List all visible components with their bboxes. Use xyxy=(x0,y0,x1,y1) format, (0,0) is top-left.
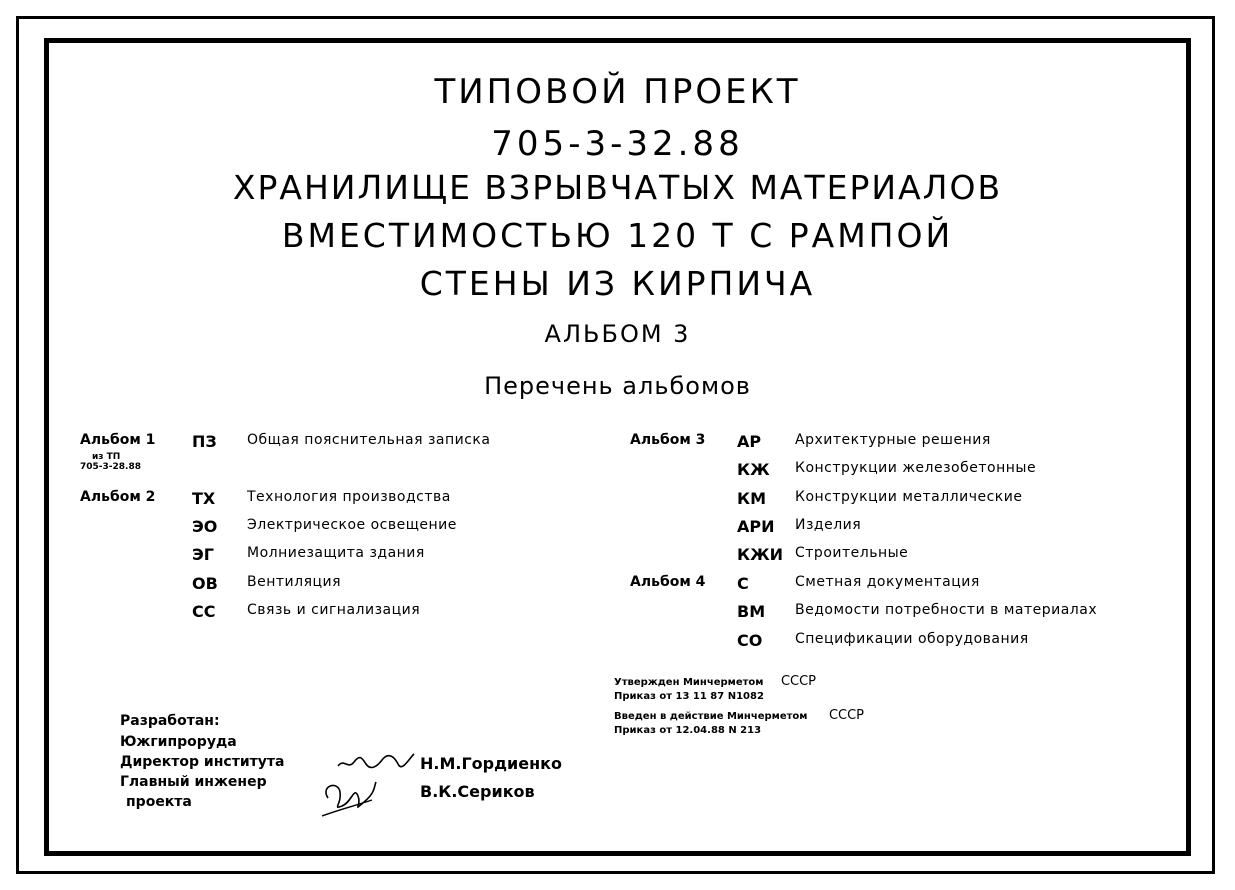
title-typical-project: ТИПОВОЙ ПРОЕКТ xyxy=(434,72,801,112)
album1-source-note xyxy=(80,452,141,472)
developer-organization: Южгипроруда xyxy=(120,734,237,750)
approval-ussr: СССР xyxy=(828,708,865,723)
director-title: Директор института xyxy=(120,754,285,770)
album-description: Спецификации оборудования xyxy=(795,631,1029,647)
album-description: Молниезащита здания xyxy=(247,545,425,561)
developed-by-label: Разработан: xyxy=(120,713,220,729)
album-description: Вентиляция xyxy=(247,574,342,590)
approval-text: Введен в действие Минчерметом xyxy=(614,711,808,722)
album-list-heading: Перечень альбомов xyxy=(484,372,751,400)
album-description: Сметная документация xyxy=(795,574,980,590)
album-description: Конструкции железобетонные xyxy=(795,460,1037,476)
approval-line3 xyxy=(614,708,864,723)
approval-ussr: СССР xyxy=(780,674,817,689)
album-label: АЛЬБОМ 3 xyxy=(544,320,691,348)
director-signature-icon xyxy=(336,750,416,774)
album1-note-line1: из ТП xyxy=(92,452,121,462)
album-description: Электрическое освещение xyxy=(247,517,457,533)
album-description: Связь и сигнализация xyxy=(247,602,421,618)
album-code: ЭО xyxy=(192,517,218,536)
album-code: АР xyxy=(737,432,762,451)
approval-line4: Приказ от 12.04.88 N 213 xyxy=(614,725,762,736)
album1-note-line2: 705-3-28.88 xyxy=(80,462,141,472)
album-description: Изделия xyxy=(795,517,862,533)
project-name-line1: ХРАНИЛИЩЕ ВЗРЫВЧАТЫХ МАТЕРИАЛОВ xyxy=(232,168,1003,207)
album-description: Конструкции металлические xyxy=(795,489,1023,505)
album-name: Альбом 1 xyxy=(80,432,156,448)
album-description: Ведомости потребности в материалах xyxy=(795,602,1098,618)
album-code: ОВ xyxy=(192,574,218,593)
album-code: КЖ xyxy=(737,460,770,479)
album-name: Альбом 3 xyxy=(630,432,706,448)
album-code: АРИ xyxy=(737,517,775,536)
album-description: Строительные xyxy=(795,545,909,561)
album-code: ПЗ xyxy=(192,432,217,451)
album-code: КЖИ xyxy=(737,545,784,564)
album-name: Альбом 4 xyxy=(630,574,706,590)
album-code: СС xyxy=(192,602,216,621)
album-name: Альбом 2 xyxy=(80,489,156,505)
album-code: ВМ xyxy=(737,602,766,621)
project-name-line2: ВМЕСТИМОСТЬЮ 120 Т С РАМПОЙ xyxy=(281,216,954,255)
album-code: КМ xyxy=(737,489,766,508)
project-number: 705-3-32.88 xyxy=(491,124,744,164)
approval-line1 xyxy=(614,674,816,689)
album-code: СО xyxy=(737,631,763,650)
chief-engineer-title: Главный инженер xyxy=(120,774,267,790)
chief-engineer-name: В.К.Сериков xyxy=(420,782,535,801)
approval-text: Утвержден Минчерметом xyxy=(614,677,764,688)
project-name-line3: СТЕНЫ ИЗ КИРПИЧА xyxy=(419,264,816,303)
director-name: Н.М.Гордиенко xyxy=(420,754,562,773)
chief-engineer-title-2: проекта xyxy=(126,794,192,810)
album-description: Общая пояснительная записка xyxy=(247,432,491,448)
album-code: С xyxy=(737,574,749,593)
engineer-signature-icon xyxy=(318,776,378,820)
album-code: ЭГ xyxy=(192,545,214,564)
album-description: Архитектурные решения xyxy=(795,432,991,448)
album-code: ТХ xyxy=(192,489,216,508)
album-description: Технология производства xyxy=(247,489,451,505)
approval-line2: Приказ от 13 11 87 N1082 xyxy=(614,691,764,702)
